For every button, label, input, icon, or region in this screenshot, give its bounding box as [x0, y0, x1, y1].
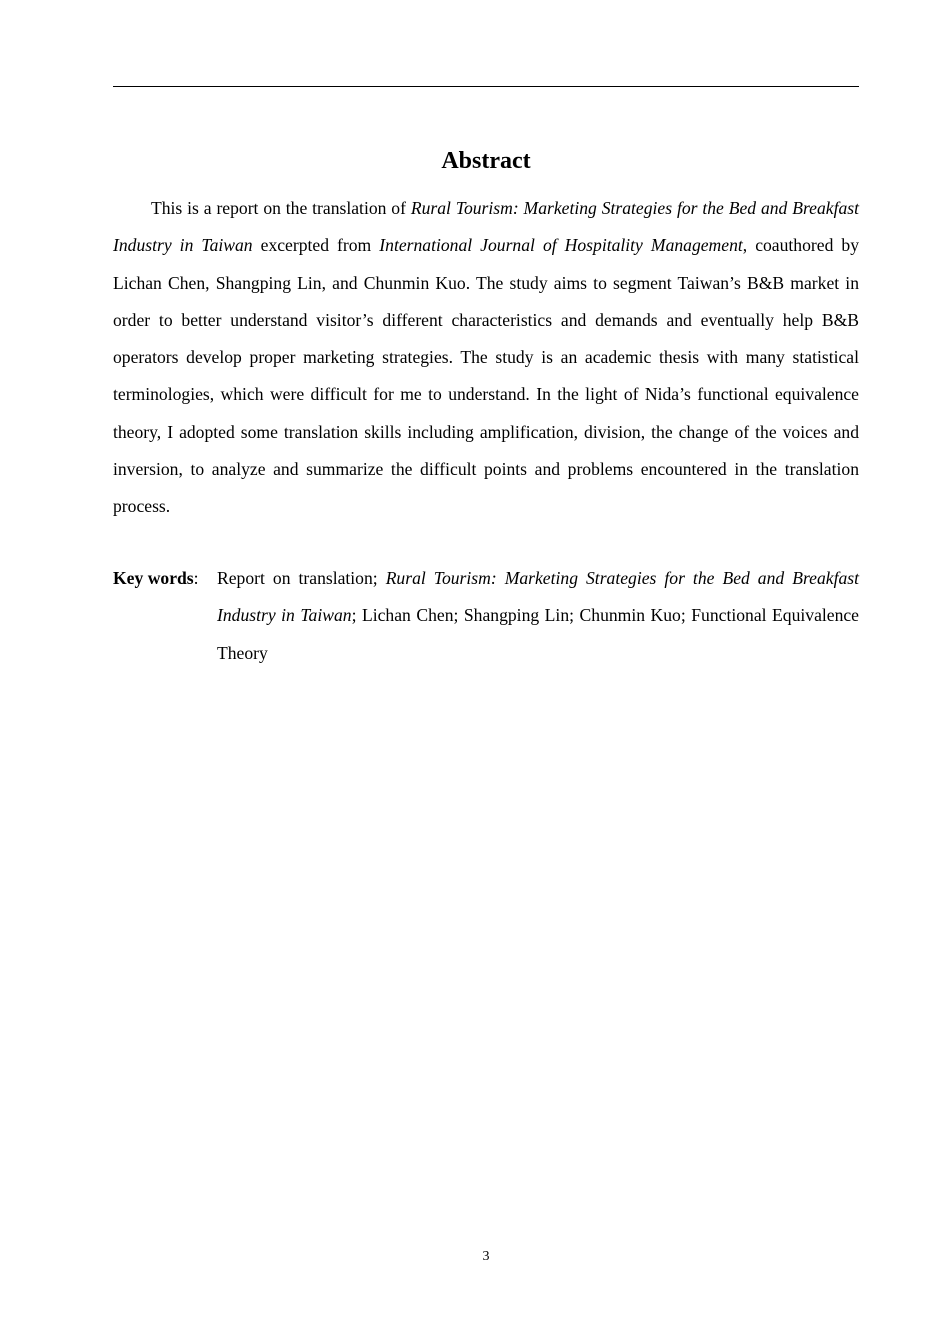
- abstract-source-title: Rural Tourism: Marketing Strategies for the Bed and Breakfast Industry in Taiwan: [113, 198, 859, 256]
- page-number: 3: [482, 1249, 490, 1264]
- abstract-text-1: This is a report on the translation of: [151, 198, 411, 218]
- keywords-label-wrap: [113, 560, 217, 597]
- abstract-text-2: excerpted from: [252, 235, 380, 256]
- keywords-separator: :: [193, 568, 199, 588]
- keywords-list: [217, 560, 859, 672]
- header-rule: [113, 86, 859, 87]
- abstract-journal-name: International Journal of Hospitality Management: [379, 235, 743, 256]
- abstract-text-3: , coauthored by Lichan Chen, Shangping Lin, and Chunmin Kuo. The study aims to segment Taiwan’s B&B market in order to better understand visitor’s different characteristics and demands and eventually help B&B operators develop proper marketing strategies. The study is an academic thesis with many statistical terminologies, which were difficult for me to understand. In the light of Nida’s functional equivalence theory, I adopted some translation skills including amplification, division, the change of the voices and inversion, to analyze and summarize the difficult points and problems encountered in the translation process.: [113, 235, 859, 517]
- keyword-2: Rural Tourism: Marketing Strategies for the Bed and Breakfast Industry in Taiwan: [217, 568, 859, 626]
- page-title: Abstract: [441, 148, 531, 174]
- keyword-3: ; Lichan Chen; Shangping Lin; Chunmin Kuo; Functional Equivalence Theory: [217, 605, 859, 663]
- abstract-paragraph: [113, 190, 859, 526]
- keywords-label: Key words: [113, 568, 194, 588]
- keyword-1: Report on translation;: [217, 568, 386, 588]
- keywords-block: [113, 560, 859, 672]
